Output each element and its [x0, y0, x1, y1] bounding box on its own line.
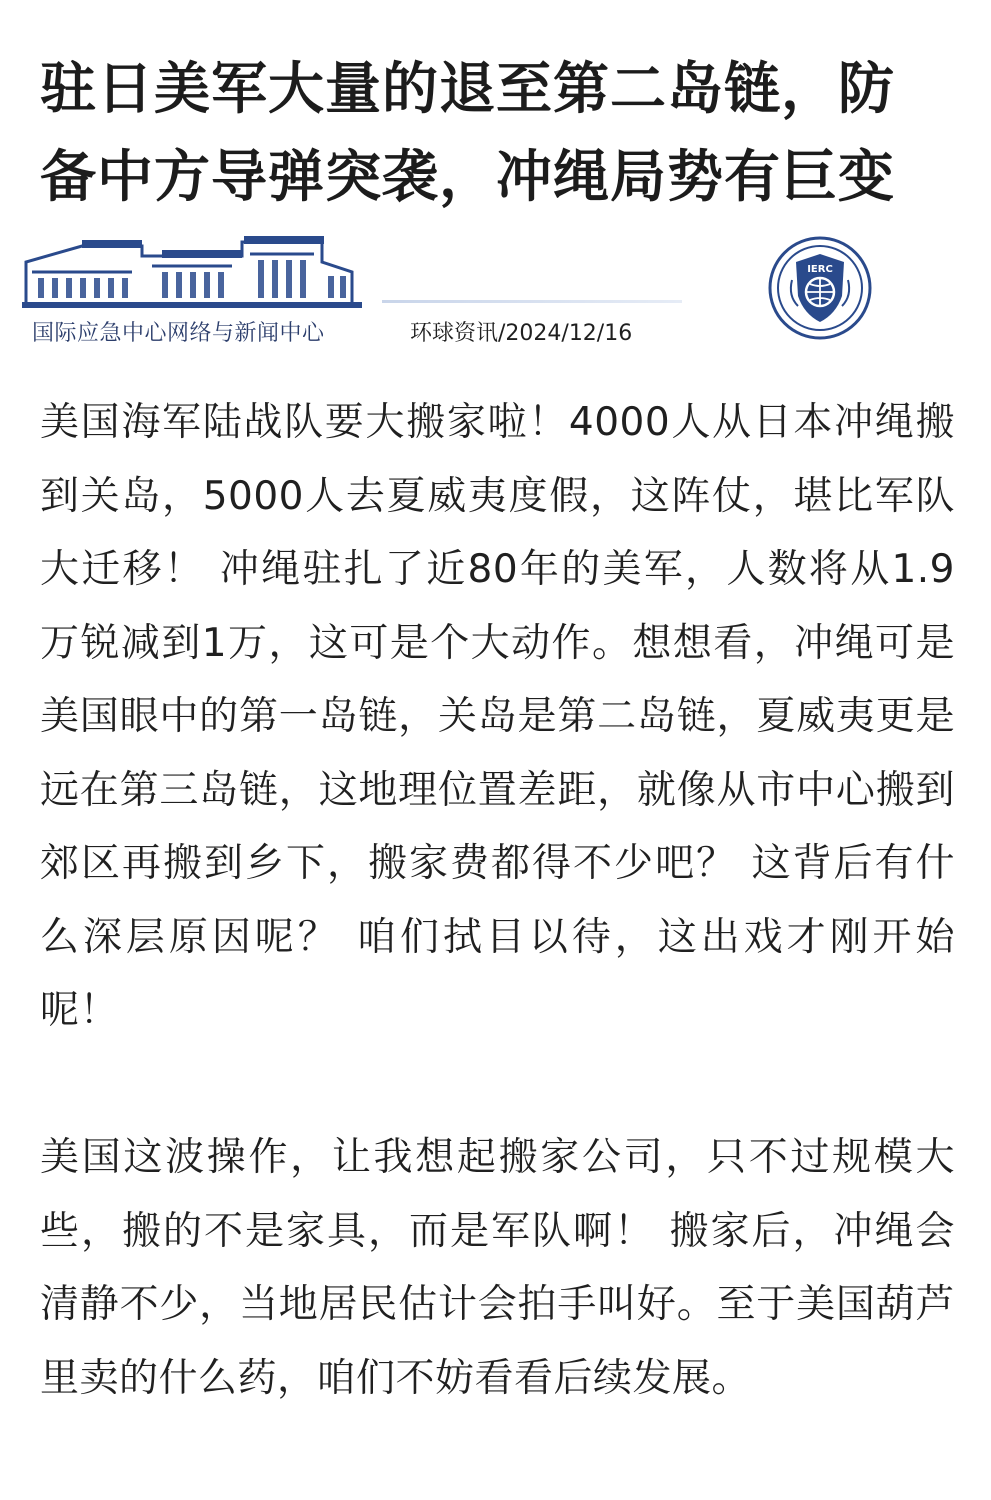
banner-divider [382, 300, 682, 303]
emblem-label: IERC [807, 264, 833, 275]
source-banner [22, 232, 882, 350]
ierc-emblem-icon [768, 236, 872, 340]
source-organization: 国际应急中心网络与新闻中心 [32, 321, 325, 346]
building-illustration [22, 232, 362, 312]
source-byline: 环球资讯/2024/12/16 [410, 321, 633, 346]
article-title: 驻日美军大量的退至第二岛链，防备中方导弹突袭，冲绳局势有巨变 [40, 57, 895, 210]
article-paragraph: 美国海军陆战队要大搬家啦！4000人从日本冲绳搬到关岛，5000人去夏威夷度假，这阵仗，堪比军队大迁移！ 冲绳驻扎了近80年的美军，人数将从1.9万锐减到1万，这可是个大动作。想想看，冲绳可是美国眼中的第一岛链，关岛是第二岛链，夏威夷更是远在第三岛链，这地理位置差距，就像从市中心搬到郊区再搬到乡下，搬家费都得不少吧？ 这背后有什么深层原因呢？ 咱们拭目以待，这出戏才刚开始呢！ [40, 400, 955, 1033]
article-paragraph: 美国这波操作，让我想起搬家公司，只不过规模大些，搬的不是家具，而是军队啊！ 搬家后，冲绳会清静不少，当地居民估计会拍手叫好。至于美国葫芦里卖的什么药，咱们不妨看看后续发展。 [40, 1135, 955, 1401]
